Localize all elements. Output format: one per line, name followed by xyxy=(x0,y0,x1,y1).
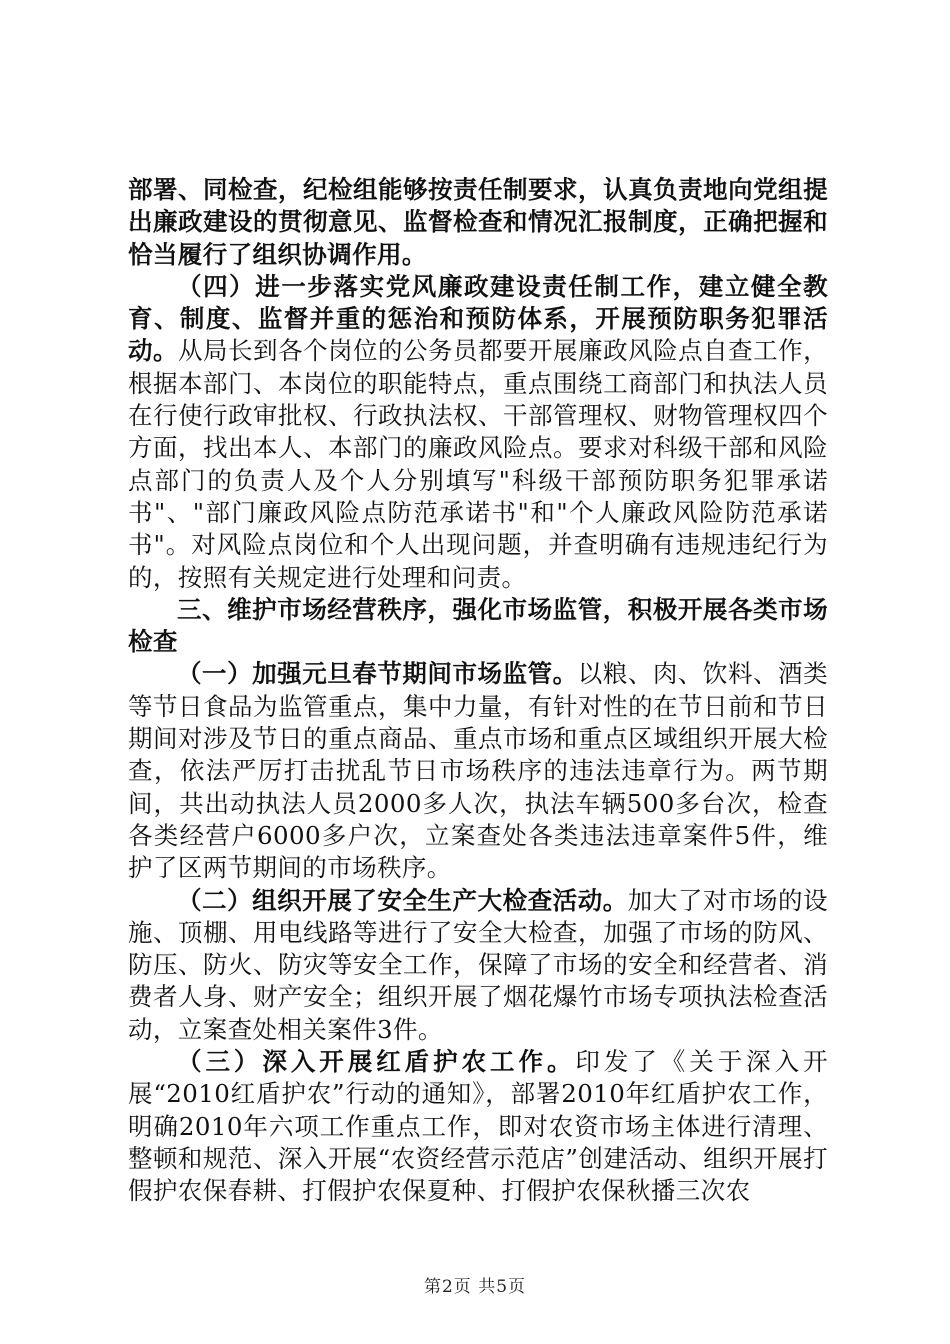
paragraph-5-body: 加大了对市场的设施、顶棚、用电线路等进行了安全大检查，加强了市场的防风、防压、防火、防灾等安全工作，保障了市场的安全和经营者、消费者人身、财产安全；组织开展了烟花爆竹市场专项执法检查活动，立案查处相关案件3件。 xyxy=(128,885,829,1044)
paragraph-2 xyxy=(128,271,828,594)
paragraph-5 xyxy=(128,885,828,1046)
paragraph-4 xyxy=(128,658,828,884)
document-body xyxy=(128,174,828,1208)
paragraph-6 xyxy=(128,1046,828,1207)
paragraph-6-lead: （三）深入开展红盾护农工作。 xyxy=(177,1047,576,1077)
page-number-label: 第2页 共5页 xyxy=(423,1277,527,1297)
paragraph-4-lead: （一）加强元旦春节期间市场监管。 xyxy=(177,659,578,689)
section-heading-3 xyxy=(128,594,828,659)
paragraph-5-lead: （二）组织开展了安全生产大检查活动。 xyxy=(177,885,628,915)
paragraph-4-body: 以粮、肉、饮料、酒类等节日食品为监管重点，集中力量，有针对性的在节日前和节日期间对涉及节日的重点商品、重点市场和重点区域组织开展大检查，依法严厉打击扰乱节日市场秩序的违法违章行为。两节期间，共出动执法人员2000多人次，执法车辆500多台次，检查各类经营户6000多户次，立案查处各类违法违章案件5件，维护了区两节期间的市场秩序。 xyxy=(128,659,828,883)
paragraph-1-body: 部署、同检查，纪检组能够按责任制要求，认真负责地向党组提出廉政建设的贯彻意见、监督检查和情况汇报制度，正确把握和恰当履行了组织协调作用。 xyxy=(128,175,828,269)
paragraph-6-body: 印发了《关于深入开展“2010红盾护农”行动的通知》，部署2010年红盾护农工作，明确2010年六项工作重点工作，即对农资市场主体进行清理、整顿和规范、深入开展“农资经营示范店”创建活动、组织开展打假护农保春耕、打假护农保夏种、打假护农保秋播三次农 xyxy=(128,1047,828,1206)
paragraph-1 xyxy=(128,174,828,271)
paragraph-2-lead: （四）进一步落实党风廉政建设责任制工作，建立健全教育、制度、监督并重的惩治和预防体系，开展预防职务犯罪活动。 xyxy=(128,271,828,366)
section-heading-3-text: 三、维护市场经营秩序，强化市场监管，积极开展各类市场检查 xyxy=(128,594,828,657)
page-footer xyxy=(0,1272,950,1297)
paragraph-2-body: 从局长到各个岗位的公务员都要开展廉政风险点自查工作，根据本部门、本岗位的职能特点，重点围绕工商部门和执法人员在行使行政审批权、行政执法权、干部管理权、财物管理权四个方面，找出本人、本部门的廉政风险点。要求对科级干部和风险点部门的负责人及个人分别填写"科级干部预防职务犯罪承诺书"、"部门廉政风险点防范承诺书"和"个人廉政风险防范承诺书"。对风险点岗位和个人出现问题，并查明确有违规违纪行为的，按照有关规定进行处理和问责。 xyxy=(128,336,828,592)
